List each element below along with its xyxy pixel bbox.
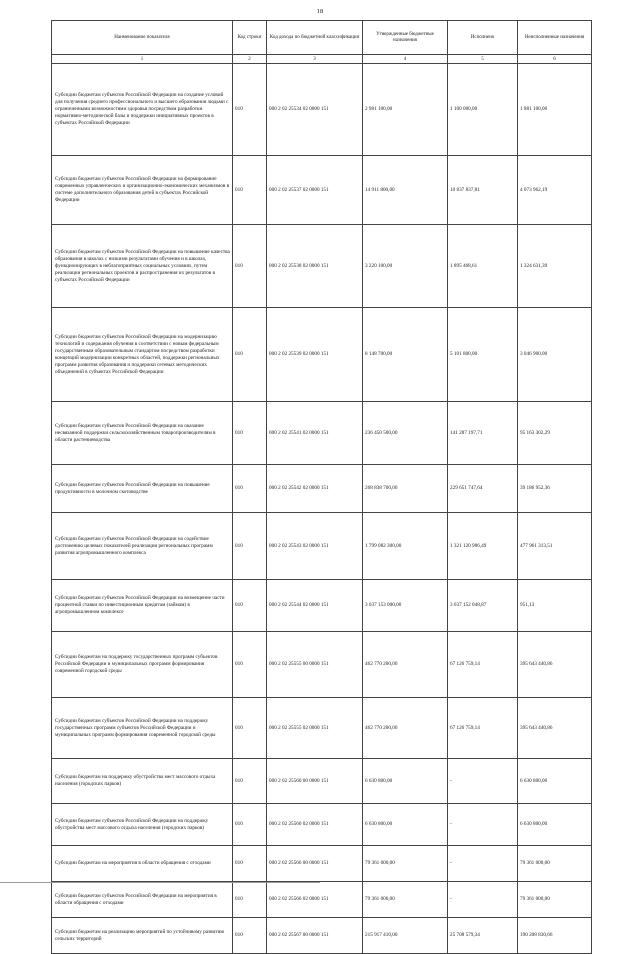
row-name: Субсидии бюджетам на мероприятия в области обращения с отходами (52, 846, 233, 882)
col-header-approved: Утвержденные бюджетные назначения (363, 21, 448, 55)
row-income-code: 000 2 02 25560 00 0000 151 (267, 759, 363, 804)
row-executed: 3 037 152 048,87 (448, 580, 518, 632)
row-unexecuted: 79 361 000,00 (518, 846, 592, 882)
row-approved: 462 770 200,00 (363, 632, 448, 698)
row-name: Субсидии бюджетам субъектов Российской Федерации на повышение продуктивности в молочном скотоводстве (52, 465, 233, 513)
row-approved: 268 838 700,00 (363, 465, 448, 513)
table-row (52, 882, 592, 918)
col-header-executed: Исполнено (448, 21, 518, 55)
row-approved: 14 911 800,00 (363, 156, 448, 225)
row-approved: 462 770 200,00 (363, 698, 448, 759)
row-unexecuted: 1 324 631,39 (518, 225, 592, 308)
row-line-code: 010 (233, 465, 267, 513)
row-approved: 3 220 100,00 (363, 225, 448, 308)
table-row (52, 402, 592, 465)
page-number: 18 (316, 8, 324, 15)
row-name: Субсидии бюджетам субъектов Российской Федерации на повышение качества образования в школах с низкими результатами обучения и в школах, функционирующих в неблагоприятных социальных условиях, путем реализации региональных проектов и распространения их результатов в субъектах Российской Федерации (52, 225, 233, 308)
row-income-code: 000 2 02 25567 00 0000 151 (267, 918, 363, 954)
col-number: 3 (267, 55, 363, 64)
row-income-code: 000 2 02 25534 02 0000 151 (267, 64, 363, 156)
row-line-code: 010 (233, 64, 267, 156)
row-line-code: 010 (233, 698, 267, 759)
row-executed: 1 895 468,61 (448, 225, 518, 308)
column-number-row (52, 55, 592, 64)
table-row (52, 156, 592, 225)
row-unexecuted: 4 073 962,19 (518, 156, 592, 225)
row-name: Субсидии бюджетам субъектов Российской Федерации на поддержку обустройства мест массового отдыха населения (городских парков) (52, 804, 233, 846)
row-name: Субсидии бюджетам субъектов Российской Федерации на оказание несвязанной поддержки сельскохозяйственным товаропроизводителям в области растениеводства (52, 402, 233, 465)
row-name: Субсидии бюджетам субъектов Российской Федерации на мероприятия в области обращения с отходами (52, 882, 233, 918)
footer-divider (0, 882, 320, 883)
col-header-income-code: Код дохода по бюджетной классификации (267, 21, 363, 55)
row-unexecuted: 951,13 (518, 580, 592, 632)
row-unexecuted: 1 881 100,00 (518, 64, 592, 156)
row-executed: 67 126 759,14 (448, 632, 518, 698)
row-name: Субсидии бюджетам субъектов Российской Федерации на модернизацию технологий и содержания обучения в соответствии с новым федеральным государственным образовательным стандартом посредством разработки концепций модернизации конкретных областей, поддержки региональных программ развития образования и поддержки сетевых методических объединений в субъектах Российской Федерации (52, 308, 233, 402)
col-number: 4 (363, 55, 448, 64)
row-approved: 1 799 082 300,00 (363, 513, 448, 580)
row-executed: - (448, 759, 518, 804)
table-row (52, 580, 592, 632)
col-number: 6 (518, 55, 592, 64)
row-name: Субсидии бюджетам на реализацию мероприятий по устойчивому развитию сельских территорий (52, 918, 233, 954)
budget-execution-table (51, 20, 592, 954)
table-row (52, 846, 592, 882)
table-row (52, 918, 592, 954)
table-row (52, 308, 592, 402)
row-unexecuted: 395 643 440,86 (518, 698, 592, 759)
row-name: Субсидии бюджетам на поддержку обустройства мест массового отдыха населения (городских парков) (52, 759, 233, 804)
row-income-code: 000 2 02 25560 02 0000 151 (267, 804, 363, 846)
row-line-code: 010 (233, 882, 267, 918)
row-unexecuted: 95 163 302,29 (518, 402, 592, 465)
table-row (52, 698, 592, 759)
row-income-code: 000 2 02 25555 00 0000 151 (267, 632, 363, 698)
row-unexecuted: 3 046 900,00 (518, 308, 592, 402)
row-unexecuted: 6 630 800,00 (518, 804, 592, 846)
col-number: 1 (52, 55, 233, 64)
row-line-code: 010 (233, 804, 267, 846)
col-header-name: Наименование показателя (52, 21, 233, 55)
row-income-code: 000 2 02 25539 02 0000 151 (267, 308, 363, 402)
row-approved: 236 450 500,00 (363, 402, 448, 465)
row-line-code: 010 (233, 846, 267, 882)
row-line-code: 010 (233, 580, 267, 632)
row-executed: 1 100 000,00 (448, 64, 518, 156)
row-executed: 141 287 197,71 (448, 402, 518, 465)
row-executed: - (448, 804, 518, 846)
row-approved: 3 037 153 000,00 (363, 580, 448, 632)
header-row (52, 21, 592, 55)
row-line-code: 010 (233, 156, 267, 225)
col-number: 2 (233, 55, 267, 64)
row-line-code: 010 (233, 402, 267, 465)
table-body (52, 64, 592, 954)
row-approved: 2 981 100,00 (363, 64, 448, 156)
row-approved: 79 361 000,00 (363, 882, 448, 918)
row-approved: 8 148 700,00 (363, 308, 448, 402)
row-line-code: 010 (233, 225, 267, 308)
row-approved: 6 630 800,00 (363, 804, 448, 846)
row-income-code: 000 2 02 25542 02 0000 151 (267, 465, 363, 513)
row-income-code: 000 2 02 25566 00 0000 151 (267, 846, 363, 882)
row-executed: 229 651 747,64 (448, 465, 518, 513)
row-approved: 79 361 000,00 (363, 846, 448, 882)
row-executed: - (448, 846, 518, 882)
row-unexecuted: 79 361 000,00 (518, 882, 592, 918)
row-income-code: 000 2 02 25538 02 0000 151 (267, 225, 363, 308)
row-executed: 25 708 579,34 (448, 918, 518, 954)
row-line-code: 010 (233, 918, 267, 954)
row-executed: 10 837 837,81 (448, 156, 518, 225)
row-unexecuted: 190 208 830,66 (518, 918, 592, 954)
row-unexecuted: 395 643 440,86 (518, 632, 592, 698)
row-name: Субсидии бюджетам субъектов Российской Федерации на формирование современных управленческих и организационно-экономических механизмов в системе дополнительного образования детей в субъектах Российской Федерации (52, 156, 233, 225)
table-row (52, 513, 592, 580)
row-line-code: 010 (233, 513, 267, 580)
row-executed: - (448, 882, 518, 918)
table-row (52, 64, 592, 156)
row-unexecuted: 39 186 952,36 (518, 465, 592, 513)
col-header-line-code: Код строки (233, 21, 267, 55)
row-executed: 1 321 120 986,49 (448, 513, 518, 580)
row-income-code: 000 2 02 25566 02 0000 151 (267, 882, 363, 918)
row-name: Субсидии бюджетам субъектов Российской Федерации на содействие достижению целевых показателей реализации региональных программ развития агропромышленного комплекса (52, 513, 233, 580)
row-executed: 5 101 800,00 (448, 308, 518, 402)
col-number: 5 (448, 55, 518, 64)
row-income-code: 000 2 02 25543 02 0000 151 (267, 513, 363, 580)
row-executed: 67 126 759,14 (448, 698, 518, 759)
row-name: Субсидии бюджетам субъектов Российской Федерации на возмещение части процентной ставки по инвестиционным кредитам (займам) в агропромышленном комплексе (52, 580, 233, 632)
row-name: Субсидии бюджетам субъектов Российской Федерации на поддержку государственных программ субъектов Российской Федерации и муниципальных программ формирования современной городской среды (52, 698, 233, 759)
row-approved: 6 630 800,00 (363, 759, 448, 804)
row-income-code: 000 2 02 25537 02 0000 151 (267, 156, 363, 225)
row-line-code: 010 (233, 759, 267, 804)
row-name: Субсидии бюджетам на поддержку государственных программ субъектов Российской Федерации и муниципальных программ формирования современной городской среды (52, 632, 233, 698)
table-row (52, 465, 592, 513)
table-row (52, 632, 592, 698)
row-income-code: 000 2 02 25555 02 0000 151 (267, 698, 363, 759)
row-line-code: 010 (233, 308, 267, 402)
row-unexecuted: 6 630 800,00 (518, 759, 592, 804)
col-header-unexecuted: Неисполненные назначения (518, 21, 592, 55)
row-approved: 215 917 410,00 (363, 918, 448, 954)
row-line-code: 010 (233, 632, 267, 698)
table-row (52, 759, 592, 804)
table-row (52, 804, 592, 846)
row-name: Субсидии бюджетам субъектов Российской Федерации на создание условий для получения среднего профессионального и высшего образования людьми с ограниченными возможностями здоровья посредством разработки нормативно-методической базы и поддержки инициативных проектов в субъектах Российской Федерации (52, 64, 233, 156)
row-income-code: 000 2 02 25544 02 0000 151 (267, 580, 363, 632)
row-unexecuted: 477 961 313,51 (518, 513, 592, 580)
table-row (52, 225, 592, 308)
row-income-code: 000 2 02 25541 02 0000 151 (267, 402, 363, 465)
